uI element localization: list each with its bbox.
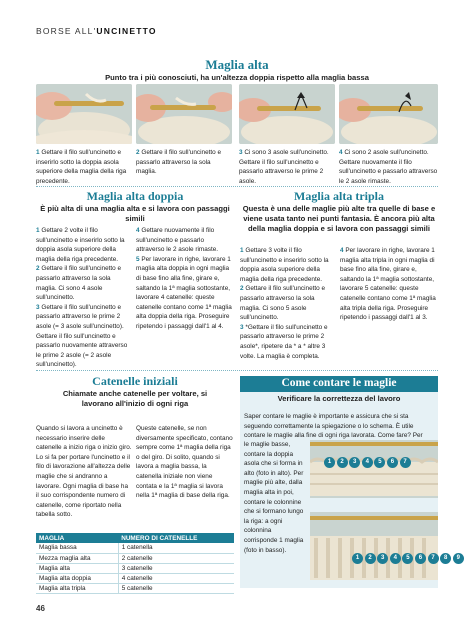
mat-step-1: 1 Gettare 3 volte il filo sull'uncinetto e inserirlo sotto la doppia asola superiore della maglia della riga precedente. [240, 247, 329, 283]
count-badge: 4 [362, 457, 373, 468]
step-photo-1-image [36, 84, 132, 144]
count-badge: 8 [440, 553, 451, 564]
maglia-alta-tripla-col2 [340, 246, 438, 323]
mat-step-4: 4 Per lavorare in righe, lavorare 1 maglia alta tripla in ogni maglia di base fino alla fine, girare e, saltando la 1ª maglia sottostante, lavorare 5 catenelle: queste catenelle contano come 1ª maglia alta tripla della riga. Proseguire ripetendo i passaggi dall'1 al 3. [340, 247, 436, 322]
step-photo-4 [339, 84, 438, 144]
count-badge: 7 [428, 553, 439, 564]
maglia-alta-tripla-subtitle: Questa è una delle maglie più alte tra quelle di base e viene usata tanto nei punti fantasia. È ancora più alta della maglia doppia e si lavora con passaggi simili [242, 204, 436, 233]
running-header [36, 26, 157, 36]
count-badge: 3 [377, 553, 388, 564]
table-cell: 1 catenella [118, 543, 234, 553]
maglia-alta-subtitle: Punto tra i più conosciuti, ha un'altezza doppia rispetto alla maglia bassa [105, 73, 369, 82]
count-badge: 1 [324, 457, 335, 468]
step-photo-4-image [339, 84, 438, 144]
step-photo-2-image [136, 84, 232, 144]
contare-intro: Saper contare le maglie è importante e assicura che si sta seguendo correttamente la spiegazione o lo schema. È utile contare le maglie alla fine di ogni riga lavorata. Come fare? Per [244, 413, 423, 440]
maglia-alta-title: Maglia alta [205, 57, 269, 72]
header-bold: UNCINETTO [96, 26, 157, 36]
mad-step-4: 4 Gettare nuovamente il filo sull'uncinetto e passarlo attraverso le 2 asole rimaste. [136, 227, 219, 254]
count-badge: 9 [453, 553, 464, 564]
mad-step-5: 5 Per lavorare in righe, lavorare 1 maglia alta doppia in ogni maglia di base fino alla fine, girare e, saltando la 1ª maglia sottostante, lavorare 4 catenelle: queste catenelle contano come 1ª maglia alta doppia della riga. Proseguire ripetendo i passaggi dall'1 al 4. [136, 255, 232, 330]
table-header-catenelle: NUMERO DI CATENELLE [118, 533, 234, 543]
counts-bottom [352, 546, 465, 564]
table-row [36, 553, 234, 563]
catenelle-col1: Quando si lavora a uncinetto è necessario inserire delle catenelle a inizio riga o inizio giro. Lo si fa per portare l'uncinetto e il filo di lavorazione all'altezza delle maglie che si andranno a lavorare. Ogni maglia di base ha il suo corrispondente numero di catenelle, come riportato nella tabella sotto. [36, 425, 132, 519]
mat-step-3: 3 *Gettare il filo sull'uncinetto e passarlo attraverso le prime 2 asole*, ripetere da * a * altre 3 volte. La maglia è completa. [240, 323, 328, 360]
divider-top [36, 186, 438, 187]
catenelle-subtitle: Chiamate anche catenelle per voltare, si lavorano all'inizio di ogni riga [62, 389, 208, 408]
table-cell: Maglia bassa [36, 543, 118, 553]
maglia-alta-doppia-title: Maglia alta doppia [86, 189, 184, 203]
catenelle-col2: Queste catenelle, se non diversamente specificato, contano sempre come 1ª maglia della riga o del giro. Di solito, quando si lavora a maglia bassa, la catenella iniziale non viene contata e la 1ª maglia si lavora nella 1ª maglia di base della riga. [136, 425, 233, 500]
count-badge: 5 [402, 553, 413, 564]
header-prefix: BORSE ALL' [36, 26, 97, 36]
photo-maglie-basse [310, 440, 438, 498]
maglia-alta-tripla-title: Maglia alta tripla [294, 189, 384, 203]
maglia-alta-doppia-col2 [136, 226, 234, 332]
maglia-alta-doppia-subtitle: È più alta di una maglia alta e si lavora con passaggi simili [40, 204, 230, 223]
contare-side: le maglie basse, contare la doppia asola che si forma in alto (foto in alto). Per maglie più alte, dalla maglia alta in poi, contare le colonnine che si formano lungo la riga: a ogni colonnina corrisponde 1 maglia (foto in basso). [244, 441, 304, 554]
maglia-alta-step-2: 2 Gettare il filo sull'uncinetto e passarlo attraverso la sola maglia. [136, 149, 222, 176]
table-cell: Mezza maglia alta [36, 553, 118, 563]
mad-step-2: 2 Gettare il filo sull'uncinetto e passarlo attraverso la sola maglia. Ci sono 4 asole sull'uncinetto. [36, 265, 122, 302]
count-badge: 7 [400, 457, 411, 468]
maglia-alta-step-4: 4 Ci sono 2 asole sull'uncinetto. Gettare nuovamente il filo sull'uncinetto e passarlo attraverso le 2 asole rimaste. [339, 149, 438, 185]
mad-step-3: 3 Gettare il filo sull'uncinetto e passarlo attraverso le prime 2 asole (= 3 asole sull'uncinetto). Gettare il filo sull'uncinetto e passarlo nuovamente attraverso le prime 2 asole (= 2 asole sull'uncinetto). [36, 303, 128, 369]
contare-box [240, 376, 460, 588]
maglia-alta-doppia-col1 [36, 226, 132, 370]
catenelle-title: Catenelle iniziali [92, 374, 178, 388]
count-badge: 6 [415, 553, 426, 564]
table-header-maglia: MAGLIA [36, 533, 118, 543]
catenelle-table [36, 533, 234, 594]
count-badge: 4 [390, 553, 401, 564]
table-cell: Maglia alta [36, 563, 118, 573]
table-cell: 5 catenelle [118, 583, 234, 593]
table-row [36, 563, 234, 573]
mat-step-2: 2 Gettare il filo sull'uncinetto e passarlo attraverso la sola maglia. Ci sono 5 asole sull'uncinetto. [240, 285, 326, 322]
counts-top [324, 450, 412, 468]
maglia-alta-tripla-col1 [240, 246, 336, 361]
table-cell: Maglia alta doppia [36, 573, 118, 583]
step-photo-2 [136, 84, 232, 144]
table-cell: 2 catenelle [118, 553, 234, 563]
maglia-alta-step-3: 3 Ci sono 3 asole sull'uncinetto. Gettare il filo sull'uncinetto e passarlo attraverso le prime 2 asole. [239, 149, 329, 185]
table-header-row [36, 533, 234, 543]
table-cell: 3 catenelle [118, 563, 234, 573]
maglia-alta-step-1: 1 Gettare il filo sull'uncinetto e inserirlo sotto la doppia asola superiore della maglia della riga precedente. [36, 149, 127, 185]
count-badge: 2 [337, 457, 348, 468]
count-badge: 6 [387, 457, 398, 468]
step-photo-3 [239, 84, 335, 144]
count-badge: 5 [374, 457, 385, 468]
page-number: 46 [36, 604, 45, 613]
divider-middle [36, 370, 438, 371]
count-badge: 3 [349, 457, 360, 468]
contare-subtitle: Verificare la correttezza del lavoro [277, 394, 401, 403]
count-badge: 1 [352, 553, 363, 564]
photo-maglie-basse-image [310, 440, 438, 498]
table-cell: 4 catenelle [118, 573, 234, 583]
mad-step-1: 1 Gettare 2 volte il filo sull'uncinetto e inserirlo sotto la doppia asola superiore della maglia della riga precedente. [36, 227, 125, 263]
table-row [36, 543, 234, 553]
table-row [36, 583, 234, 593]
step-photo-1 [36, 84, 132, 144]
count-badge: 2 [365, 553, 376, 564]
contare-title: Come contare le maglie [281, 377, 397, 389]
step-photo-3-image [239, 84, 335, 144]
table-row [36, 573, 234, 583]
table-cell: Maglia alta tripla [36, 583, 118, 593]
